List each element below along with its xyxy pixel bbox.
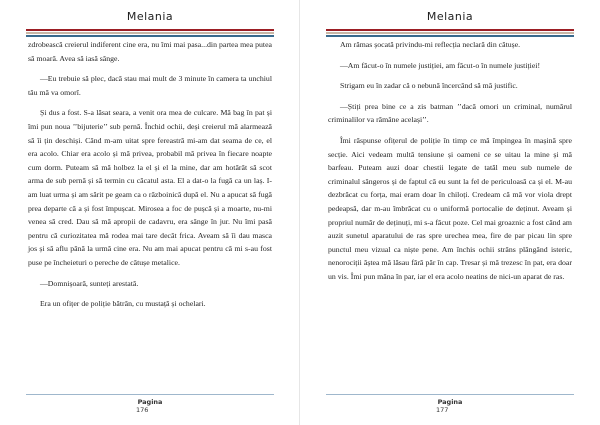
footer-label: Pagina: [137, 398, 163, 406]
page-footer: [326, 394, 574, 414]
header-divider: [26, 29, 274, 38]
page-number: 176: [136, 406, 149, 414]
dialogue-paragraph: —Eu trebuie să plec, dacă stau mai mult de 3 minute în camera ta unchiul tău mă va omorî.: [28, 74, 272, 97]
dialogue-paragraph: —Domnișoară, sunteți arestată.: [40, 278, 139, 288]
paragraph: zdrobească creierul indiferent cine era, nu îmi mai pasa...din partea mea putea să moară. Avea să iasă sânge.: [28, 40, 272, 63]
paragraph: Era un ofițer de poliție bătrân, cu mustață și ochelari.: [40, 299, 206, 309]
paragraph: Am rămas șocată privindu-mi reflecția neclară din cătușe.: [340, 40, 521, 49]
page-body-text: [28, 38, 272, 318]
header-rule-red: [326, 29, 574, 31]
left-page: [6, 0, 294, 425]
paragraph: Îmi răspunse ofițerul de poliție în timp ce mă împingea în mașină spre secție. Aici vedeam multă tensiune și oameni ce se uitau la mine și mă barfeau. Puteam auzi doar chestii legate de tatăl meu sub numele de criminalul sângeros și de faptul că eu sunt la fel de periculoasă ca și el. M-au dezbrăcat cu forța, mai eram doar în chiloți. Credeam că mă vor viola drept pedeapsă, dar m-au îmbrăcat cu o uniformă portocalie de deținut. Aveam și propriul număr de deținuți, mi s-a făcut poze. Cel mai groaznic a fost când am auzit sunetul aparatului de ras spre urechea mea, fire de par picau lin spre punctul meu vizual ca niște pene. Am închis ochii strâns plângând isteric, nenorociții ăștea mă lăsau fără păr în cap. Tresar și mă trezesc în pat, era doar un vis. Îmi pun mâna în par, iar el era acolo neatins de nici-un aparat de ras.: [328, 135, 572, 281]
footer-label: Pagina: [437, 398, 463, 406]
dialogue-paragraph: —Am făcut-o în numele justiției, am făcut-o în numele justiției!: [340, 60, 541, 70]
dialogue-paragraph: —Știți prea bine ce a zis batman ’’dacă omori un criminal, numărul criminalilor va rămâne același’’.: [328, 101, 572, 125]
page-header-title: Melania: [126, 10, 174, 23]
page-footer: [26, 394, 274, 414]
header-rule-blue: [26, 35, 274, 37]
header-rule-blue: [326, 35, 574, 37]
paragraph: Strigam eu în zadar că o nebună încercând să mă justific.: [340, 81, 518, 91]
paragraph: Și dus a fost. S-a lăsat seara, a venit ora mea de culcare. Mă bag în pat și îmi pun noua ’’bijuterie’’ sub pernă. Închid ochii, deși creierul mă alarmează să îi țin deschiși. Când m-am uitat spre fereastră mi-am dat seama de ce, el era acolo. Chiar era acolo și mă privea, probabil mă privea în fiecare noapte cum dorm. Puteam să mă holbez la el și el la mine, dar am hotărât să scot arma de sub pernă și să termin cu căcatul asta. El a dat-o la fugă ca un laș. I-am luat urma și am sărit pe geam ca o războinică după el. Nu a apucat să fugă prea departe că a și fost împușcat. Mirosea a foc de pușcă și a moarte, nu-mi venea să cred. Dau să mă apropii de cadavru, era sânge în jur. Nu îmi pasă pentru că curiozitatea mă rodea mai tare decât frica. Aveam să îi dau masca jos și să aflu până la urmă cine era. Nu am mai apucat pentru că mi s-au fost puse pe încheieturi o pereche de cătușe metalice.: [28, 108, 272, 267]
page-header-title: Melania: [426, 10, 474, 23]
right-page: [306, 0, 594, 425]
header-rule-beige: [26, 32, 274, 34]
header-rule-red: [26, 29, 274, 31]
header-divider: [326, 29, 574, 38]
header-rule-beige: [326, 32, 574, 34]
book-gutter: [299, 0, 300, 425]
page-body-text: [328, 38, 572, 291]
page-number: 177: [436, 406, 449, 414]
